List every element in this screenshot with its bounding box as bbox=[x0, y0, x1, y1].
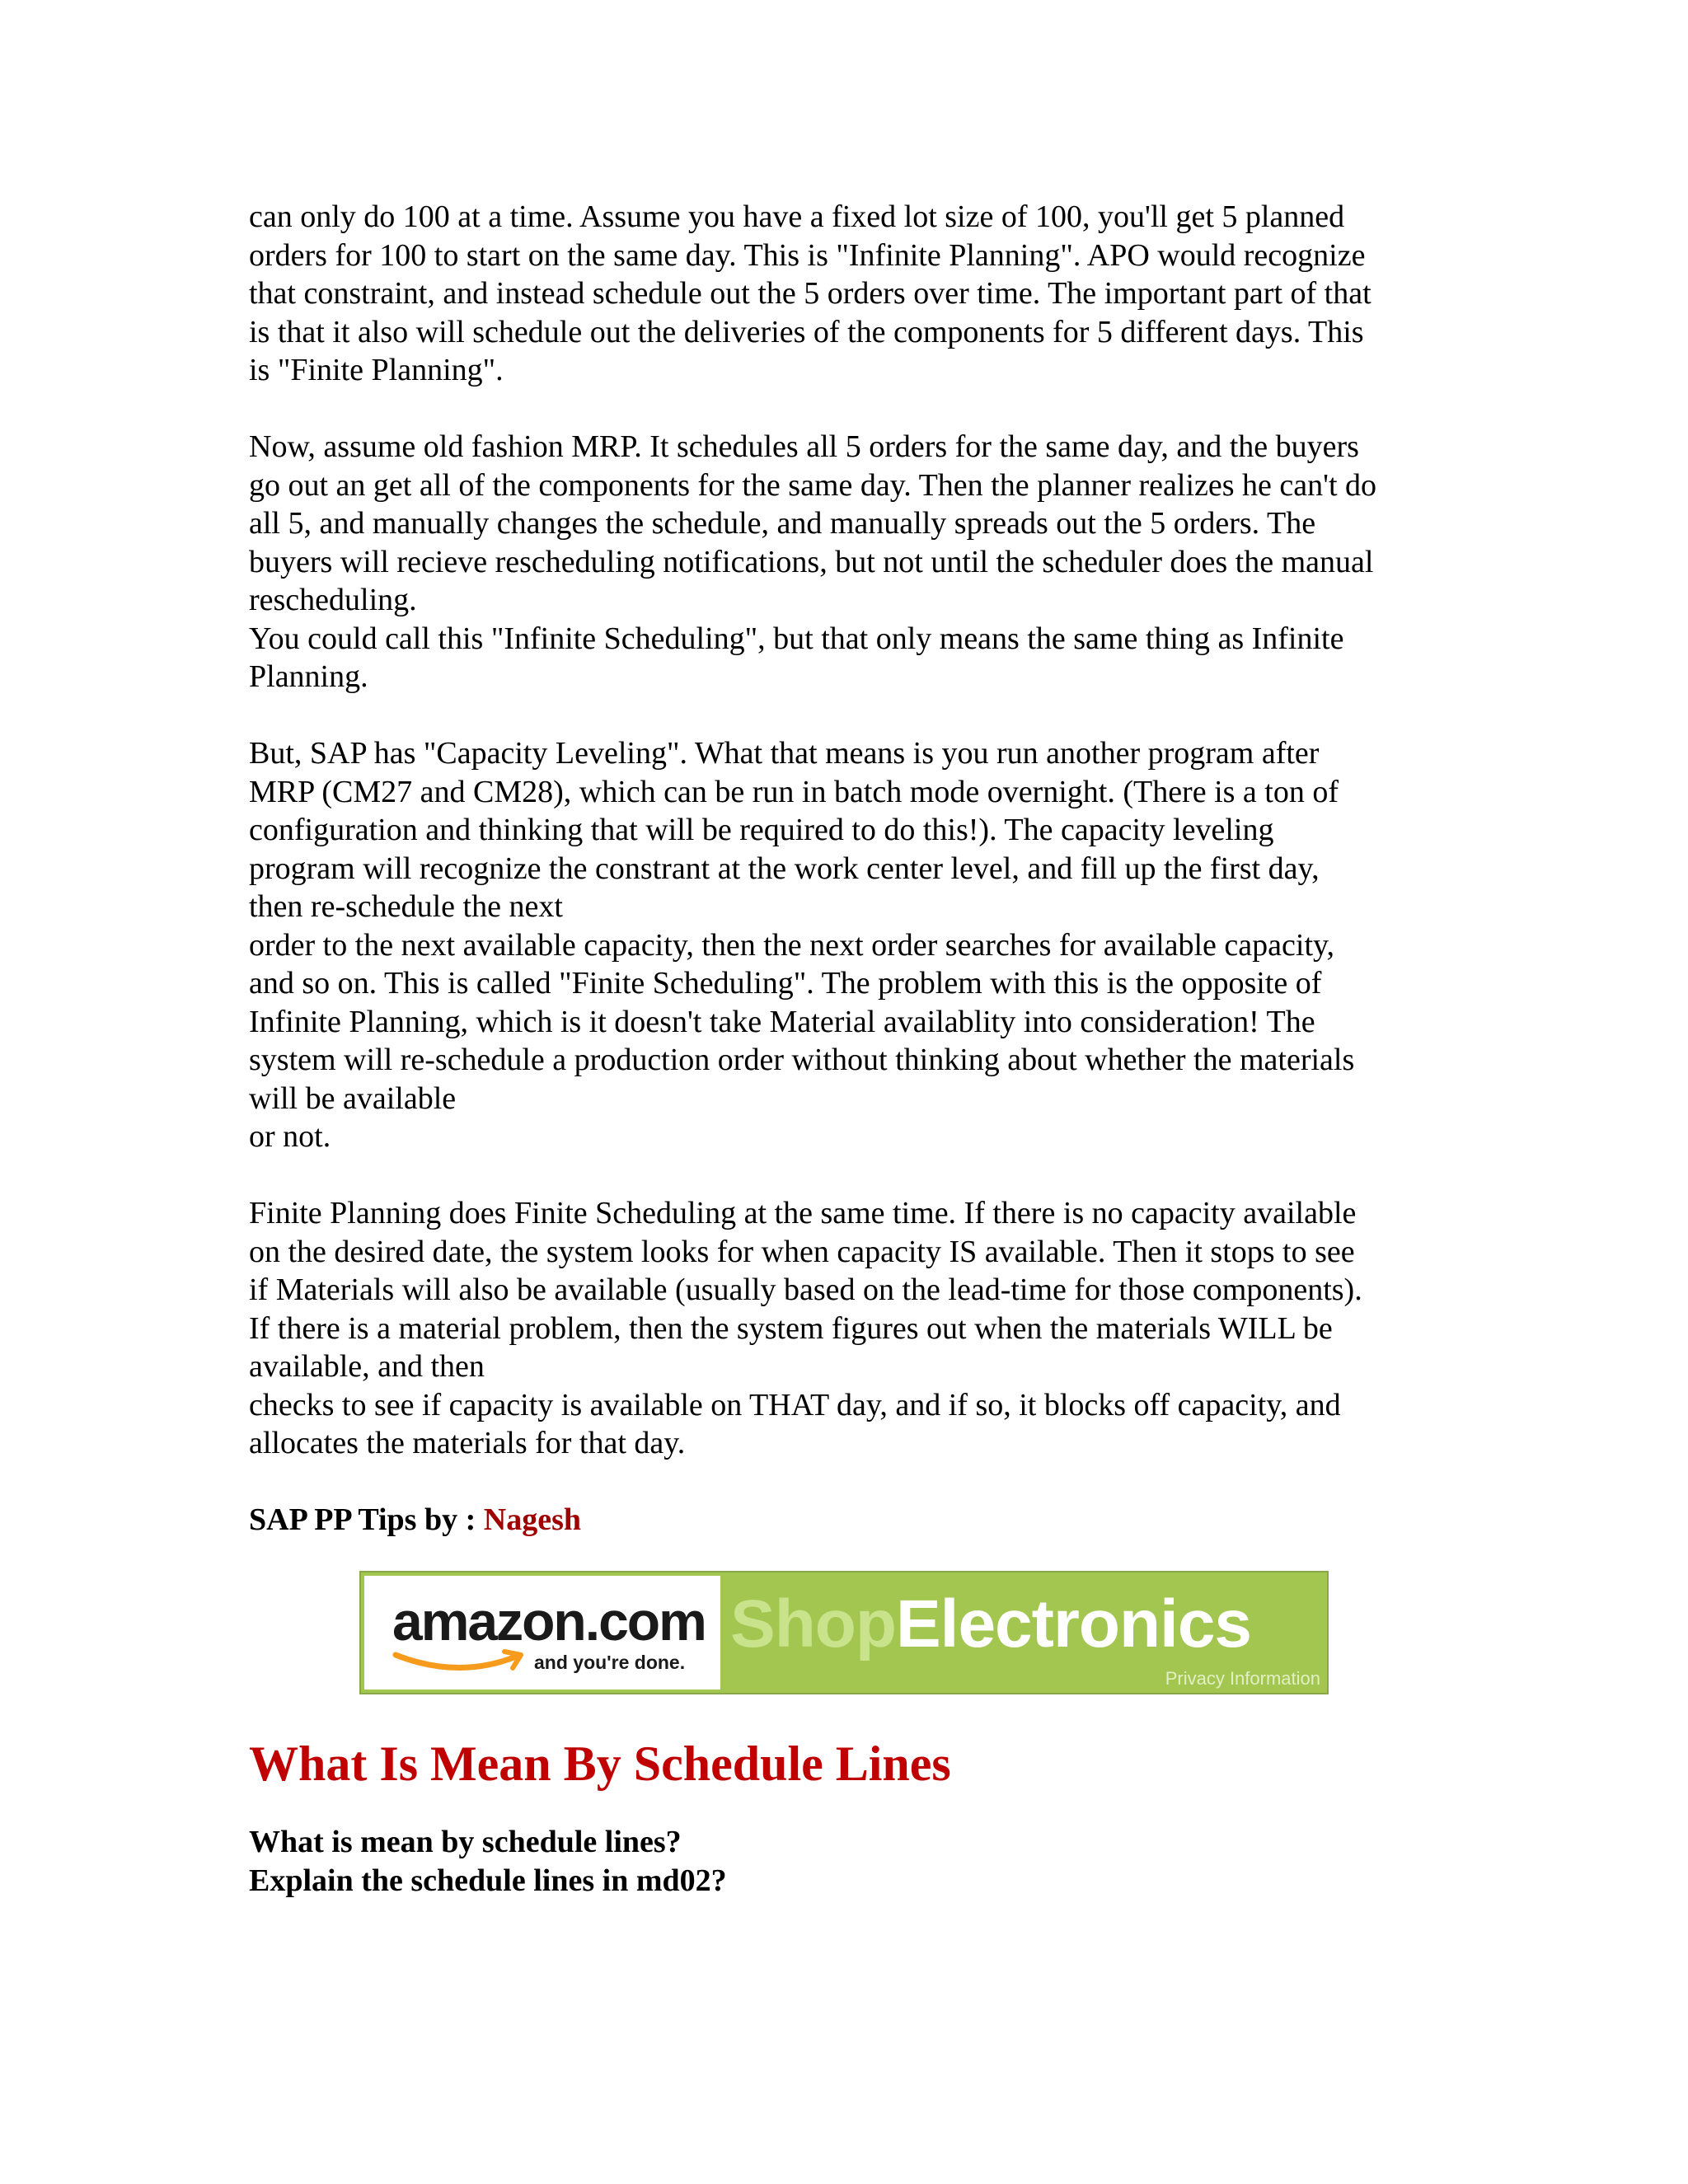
text-line: if Materials will also be available (usually based on the lead-time for those components). bbox=[249, 1272, 1362, 1307]
promo-shop: Shop bbox=[730, 1586, 896, 1661]
amazon-ad-banner[interactable] bbox=[359, 1571, 1329, 1694]
text-line: is "Finite Planning". bbox=[249, 353, 504, 387]
text-line: checks to see if capacity is available on THAT day, and if so, it blocks off capacity, and bbox=[249, 1387, 1341, 1422]
text-line: But, SAP has "Capacity Leveling". What that means is you run another program after bbox=[249, 736, 1320, 771]
schedule-lines-section bbox=[249, 1734, 1461, 1900]
paragraph-capacity-leveling bbox=[249, 734, 1461, 1156]
text-line: Now, assume old fashion MRP. It schedules all 5 orders for the same day, and the buyers bbox=[249, 429, 1359, 464]
byline-label: SAP PP Tips by : bbox=[249, 1502, 484, 1537]
text-line: MRP (CM27 and CM28), which can be run in batch mode overnight. (There is a ton of bbox=[249, 774, 1339, 809]
privacy-information-link[interactable]: Privacy Information bbox=[1165, 1668, 1320, 1689]
text-line: program will recognize the constrant at the work center level, and fill up the first day, bbox=[249, 851, 1320, 886]
text-line: system will re-schedule a production order without thinking about whether the materials bbox=[249, 1043, 1355, 1077]
paragraph-infinite-planning bbox=[249, 198, 1461, 390]
paragraph-old-mrp bbox=[249, 428, 1461, 696]
text-line: on the desired date, the system looks for when capacity IS available. Then it stops to see bbox=[249, 1234, 1355, 1269]
author-link[interactable]: Nagesh bbox=[483, 1502, 581, 1537]
promo-electronics: Electronics bbox=[895, 1586, 1252, 1661]
question-line: Explain the schedule lines in md02? bbox=[249, 1863, 727, 1898]
text-line: is that it also will schedule out the deliveries of the components for 5 different days. This bbox=[249, 314, 1364, 349]
amazon-logo-text: amazon.com bbox=[392, 1591, 706, 1652]
text-line: all 5, and manually changes the schedule, and manually spreads out the 5 orders. The bbox=[249, 506, 1316, 541]
text-line: will be available bbox=[249, 1080, 457, 1116]
text-line: Planning. bbox=[249, 659, 368, 694]
amazon-logo bbox=[364, 1576, 720, 1690]
text-line: allocates the materials for that day. bbox=[249, 1426, 686, 1460]
text-line: orders for 100 to start on the same day. This is "Infinite Planning". APO would recognize bbox=[249, 237, 1366, 273]
amazon-smile-icon bbox=[392, 1645, 532, 1678]
shop-electronics-text bbox=[730, 1587, 1251, 1661]
question-line: What is mean by schedule lines? bbox=[249, 1825, 682, 1859]
text-line: can only do 100 at a time. Assume you have a fixed lot size of 100, you'll get 5 planned bbox=[249, 199, 1345, 234]
text-line: Finite Planning does Finite Scheduling at the same time. If there is no capacity available bbox=[249, 1196, 1357, 1230]
text-line: configuration and thinking that will be required to do this!). The capacity leveling bbox=[249, 813, 1274, 847]
text-line: rescheduling. bbox=[249, 583, 417, 617]
text-line: If there is a material problem, then the system figures out when the materials WILL be bbox=[249, 1310, 1333, 1346]
text-line: buyers will recieve rescheduling notifications, but not until the scheduler does the manual bbox=[249, 544, 1374, 579]
text-line: You could call this "Infinite Scheduling", but that only means the same thing as Infinite bbox=[249, 621, 1344, 656]
text-line: and so on. This is called "Finite Scheduling". The problem with this is the opposite of bbox=[249, 966, 1322, 1001]
text-line: Infinite Planning, which is it doesn't take Material availablity into consideration! The bbox=[249, 1004, 1315, 1039]
text-line: that constraint, and instead schedule out the 5 orders over time. The important part of that bbox=[249, 276, 1372, 311]
amazon-tagline: and you're done. bbox=[534, 1652, 686, 1673]
text-line: order to the next available capacity, then the next order searches for available capacity, bbox=[249, 927, 1335, 963]
byline bbox=[249, 1501, 1461, 1540]
article-body bbox=[249, 198, 1461, 1540]
text-line: or not. bbox=[249, 1119, 331, 1154]
text-line: available, and then bbox=[249, 1349, 485, 1384]
text-line: go out an get all of the components for the same day. Then the planner realizes he can't do bbox=[249, 467, 1377, 503]
paragraph-finite-planning bbox=[249, 1194, 1461, 1463]
section-heading: What Is Mean By Schedule Lines bbox=[249, 1736, 951, 1791]
text-line: then re-schedule the next bbox=[249, 889, 563, 924]
